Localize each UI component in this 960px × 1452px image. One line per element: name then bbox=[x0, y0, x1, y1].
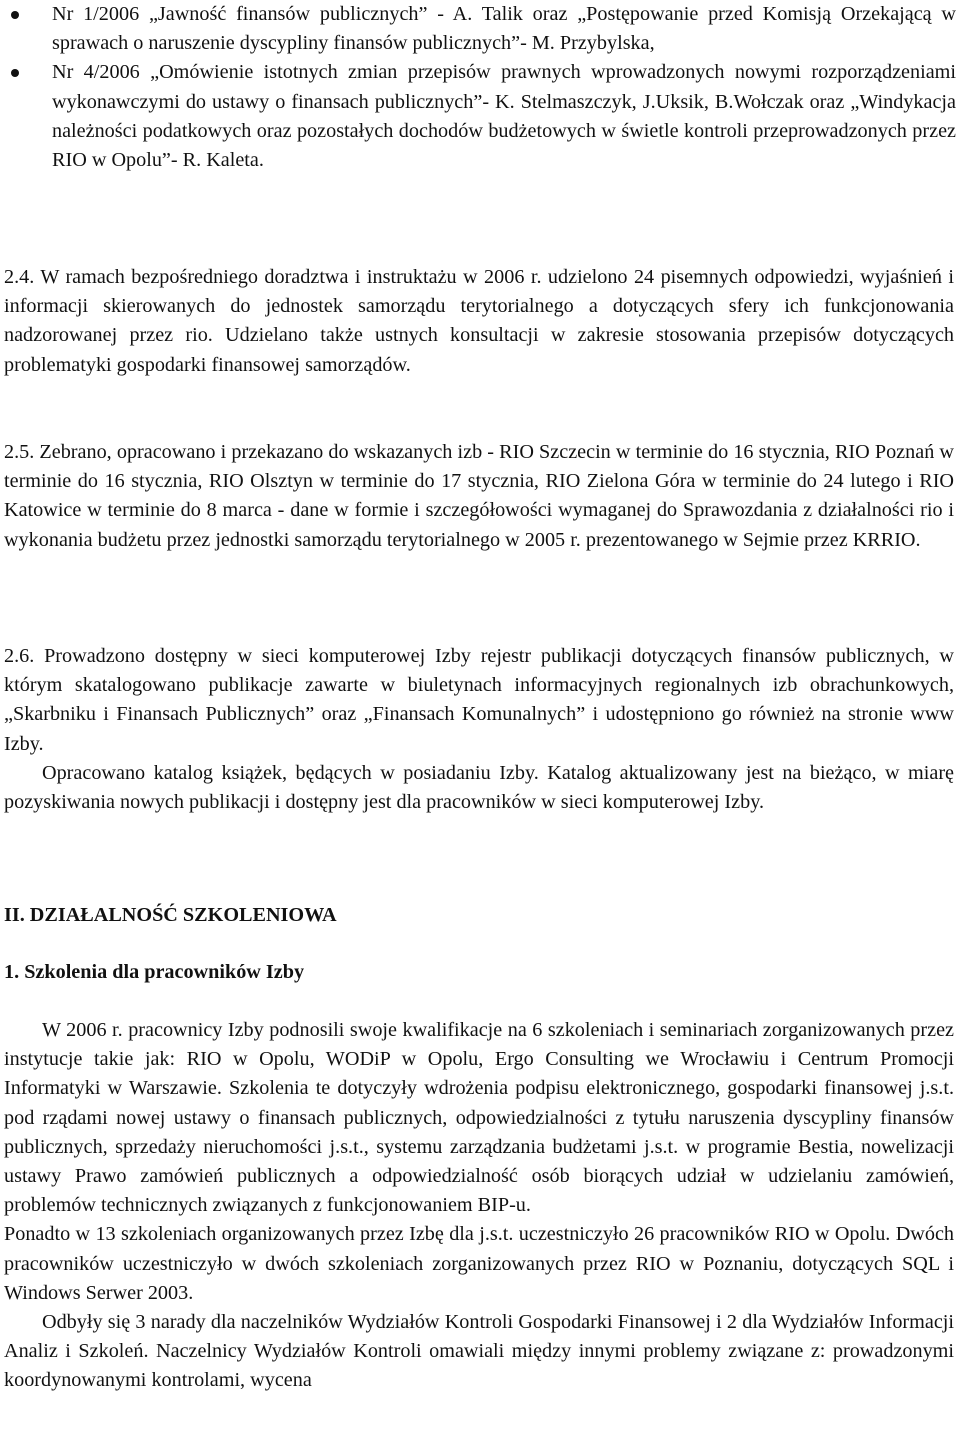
section-text: Zebrano, opracowano i przekazano do wskazanych izb - RIO Szczecin w terminie do 16 stycznia, RIO Poznań w terminie do 16 stycznia, RIO Olsztyn w terminie do 17 stycznia, RIO Zielona Góra w terminie do 24 lutego i RIO Katowice w terminie do 8 marca - dane w formie i szczegółowości wymaganej do Sprawozdania z działalności rio i wykonania budżetu przez jednostki samorządu terytorialnego w 2005 r. prezentowanego w Sejmie przez KRRIO. bbox=[4, 441, 954, 551]
section-text: W ramach bezpośredniego doradztwa i instruktażu w 2006 r. udzielono 24 pisemnych odpowiedzi, wyjaśnień i informacji skierowanych do jednostek samorządu terytorialnego a dotyczących sfery ich funkcjonowania nadzorowanej przez rio. Udzielano także ustnych konsultacji w zakresie stosowania przepisów dotyczących problematyki gospodarki finansowej samorządów. bbox=[4, 266, 954, 376]
paragraph: Odbyły się 3 narady dla naczelników Wydziałów Kontroli Gospodarki Finansowej i 2 dla Wydziałów Informacji Analiz i Szkoleń. Naczelnicy Wydziałów Kontroli omawiali między innymi problemy związane z: prowadzonymi koordynowanymi kontrolami, wycena bbox=[4, 1311, 954, 1392]
bullet-icon bbox=[11, 69, 19, 77]
section-number: 2.6. bbox=[4, 645, 35, 667]
section-number: 2.4. bbox=[4, 266, 35, 288]
training-body bbox=[4, 1016, 954, 1396]
list-item bbox=[0, 58, 960, 175]
subsection-heading: 1. Szkolenia dla pracowników Izby bbox=[4, 961, 305, 983]
paragraph: Ponadto w 13 szkoleniach organizowanych przez Izbę dla j.s.t. uczestniczyło 26 pracowników RIO w Opolu. Dwóch pracowników uczestniczyło w dwóch szkoleniach zorganizowanych przez RIO w Poznaniu, dotyczących SQL i Windows Serwer 2003. bbox=[4, 1223, 954, 1304]
section-2-5 bbox=[4, 438, 954, 555]
paragraph: W 2006 r. pracownicy Izby podnosili swoje kwalifikacje na 6 szkoleniach i seminariach zorganizowanych przez instytucje takie jak: RIO w Opolu, WODiP w Opolu, Ergo Consulting we Wrocławiu i Centrum Promocji Informatyki w Warszawie. Szkolenia te dotyczyły wdrożenia podpisu elektronicznego, gospodarki finansowej j.s.t. pod rządami nowej ustawy o finansach publicznych, odpowiedzialności z tytułu naruszenia dyscypliny finansów publicznych, sprzedaży nieruchomości j.s.t., systemu zarządzania budżetami j.s.t. w programie Bestia, nowelizacji ustawy Prawo zamówień publicznych a odpowiedzialność osób biorących udział w udzielaniu zamówień, problemów technicznych związanych z funkcjonowaniem BIP-u. bbox=[4, 1019, 954, 1217]
list-item-text: Nr 4/2006 „Omówienie istotnych zmian przepisów prawnych wprowadzonych nowymi rozporządzeniami wykonawczymi do ustawy o finansach publicznych”- K. Stelmaszczyk, J.Uksik, B.Wołczak oraz „Windykacja należności podatkowych oraz pozostałych dochodów budżetowych w świetle kontroli przeprowadzonych przez RIO w Opolu”- R. Kaleta. bbox=[52, 61, 956, 172]
section-number: 2.5. bbox=[4, 441, 35, 463]
section-paragraph-continued: Opracowano katalog książek, będących w posiadaniu Izby. Katalog aktualizowany jest na bieżąco, w miarę pozyskiwania nowych publikacji i dostępny jest dla pracowników w sieci komputerowej Izby. bbox=[4, 761, 954, 814]
bullet-icon bbox=[11, 11, 19, 19]
list-item bbox=[0, 0, 960, 58]
section-paragraph bbox=[4, 642, 954, 759]
section-2-4 bbox=[4, 263, 954, 380]
chapter-heading: II. DZIAŁALNOŚĆ SZKOLENIOWA bbox=[4, 904, 337, 926]
section-text: Prowadzono dostępny w sieci komputerowej Izby rejestr publikacji dotyczących finansów publicznych, w którym skatalogowano publikacje zawarte w biuletynach informacyjnych regionalnych izb obrachunkowych, „Skarbniku i Finansach Publicznych” oraz „Finansach Komunalnych” i udostępniono go również na stronie www Izby. bbox=[4, 645, 954, 755]
list-item-text: Nr 1/2006 „Jawność finansów publicznych” - A. Talik oraz „Postępowanie przed Komisją Orzekającą w sprawach o naruszenie dyscypliny finansów publicznych”- M. Przybylska, bbox=[52, 3, 956, 55]
publication-list bbox=[0, 0, 960, 175]
section-2-6 bbox=[4, 642, 954, 817]
